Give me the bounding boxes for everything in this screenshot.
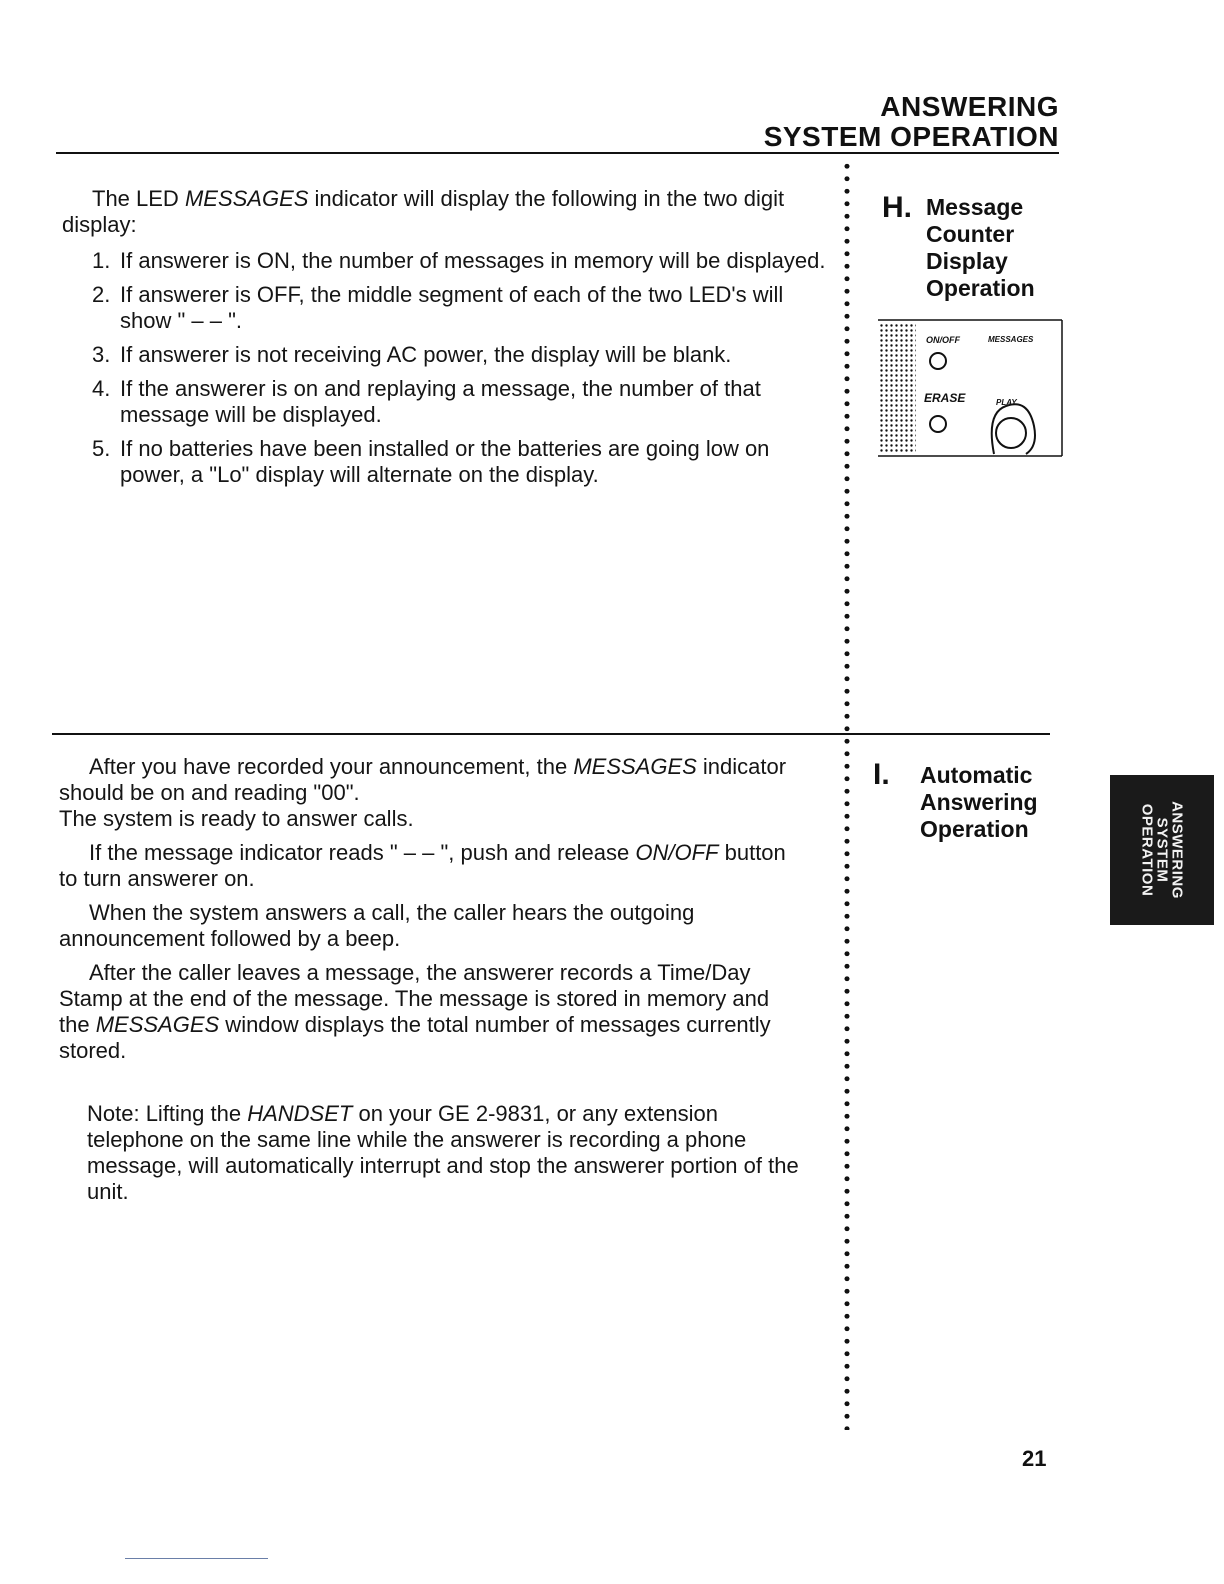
p4-text-2: window displays the total number of messages currently stored. — [59, 1012, 771, 1063]
onoff-button-icon — [930, 353, 946, 369]
section-h-title-line: Operation — [926, 275, 1035, 301]
intro-text-1: The LED — [92, 186, 185, 211]
control-panel-svg — [874, 318, 1064, 463]
p1-italic: MESSAGES — [573, 754, 697, 779]
list-item — [62, 282, 832, 334]
header-title-line1: ANSWERING — [880, 91, 1059, 122]
list-number: 4. — [92, 376, 111, 401]
section-i-note — [87, 1101, 812, 1205]
section-side-tab — [1110, 775, 1214, 925]
list-item — [62, 248, 832, 274]
p4-italic: MESSAGES — [95, 1012, 220, 1037]
intro-text-2: indicator will display the following in the two digit display: — [62, 186, 785, 237]
label-messages: MESSAGES — [988, 335, 1034, 344]
label-erase: ERASE — [924, 391, 966, 405]
note-text-1: Note: Lifting the — [87, 1101, 248, 1126]
section-i-title — [920, 762, 1038, 843]
section-divider-rule — [52, 733, 1050, 735]
list-item — [62, 436, 832, 488]
section-h-letter: H. — [882, 191, 912, 224]
list-number: 5. — [92, 436, 111, 461]
list-number: 1. — [92, 248, 111, 273]
list-number: 2. — [92, 282, 111, 307]
header-title-line2: SYSTEM OPERATION — [763, 121, 1059, 152]
p1-text-2: indicator should be on and reading "00". — [59, 754, 787, 805]
control-panel-diagram — [874, 318, 1064, 463]
p2-text-2: button to turn answerer on. — [59, 840, 786, 891]
section-i-title-line: Automatic — [920, 762, 1033, 788]
p1-text-1: After you have recorded your announcement, the — [89, 754, 574, 779]
list-text: If answerer is ON, the number of messages in memory will be displayed. — [120, 248, 826, 273]
play-button-outer-icon — [992, 404, 1035, 454]
section-i-paragraph-2 — [59, 840, 804, 892]
section-h-intro — [62, 186, 832, 238]
section-h-body — [62, 186, 832, 496]
section-h-title — [926, 194, 1035, 302]
intro-italic: MESSAGES — [184, 186, 309, 211]
list-text: If no batteries have been installed or the batteries are going low on power, a "Lo" display will alternate on the display. — [120, 436, 770, 487]
list-text: If the answerer is on and replaying a message, the number of that message will be displayed. — [120, 376, 761, 427]
section-i-paragraph-4 — [59, 960, 804, 1064]
side-tab-label — [1140, 801, 1185, 899]
section-i-heading — [873, 760, 890, 790]
p4-text-1: After the caller leaves a message, the answerer records a Time/Day Stamp at the end of the message. The message is stored in memory and the — [59, 960, 770, 1037]
section-h-list — [62, 248, 832, 488]
dotted-divider — [843, 160, 851, 1430]
note-italic: HANDSET — [247, 1101, 353, 1126]
section-i-paragraph-3: When the system answers a call, the caller hears the outgoing announcement followed by a beep. — [59, 900, 695, 951]
section-i-title-line: Answering — [920, 789, 1038, 815]
page-header-title — [764, 92, 1059, 152]
list-number: 3. — [92, 342, 111, 367]
side-tab-line: ANSWERING — [1168, 801, 1186, 899]
p2-italic: ON/OFF — [635, 840, 719, 865]
section-i-paragraph-1 — [59, 754, 804, 806]
note-text-2: on your GE 2-9831, or any extension telephone on the same line while the answerer is recording a phone message, will automatically interrupt and stop the answerer portion of the unit. — [87, 1101, 799, 1204]
label-play: PLAY — [996, 398, 1017, 407]
page-number: 21 — [1022, 1446, 1047, 1471]
play-button-icon — [996, 418, 1026, 448]
list-text: If answerer is not receiving AC power, the display will be blank. — [120, 342, 732, 367]
bottom-edge-line — [125, 1558, 268, 1559]
side-tab-line: SYSTEM — [1153, 817, 1171, 883]
section-h-title-line: Message — [926, 194, 1024, 220]
section-h-title-line: Display — [926, 248, 1008, 274]
list-item — [62, 342, 832, 368]
erase-button-icon — [930, 416, 946, 432]
header-rule — [56, 152, 1059, 154]
section-i-title-line: Operation — [920, 816, 1029, 842]
side-tab-line: OPERATION — [1138, 803, 1156, 897]
list-text: If answerer is OFF, the middle segment of each of the two LED's will show " – – ". — [120, 282, 784, 333]
p2-text-1: If the message indicator reads " – – ", push and release — [89, 840, 636, 865]
section-h-heading — [882, 193, 912, 223]
section-i-paragraph-1b: The system is ready to answer calls. — [59, 806, 414, 831]
label-onoff: ON/OFF — [926, 335, 960, 345]
speaker-grill — [878, 324, 916, 452]
section-h-title-line: Counter — [926, 221, 1015, 247]
section-i-body — [59, 754, 804, 1064]
list-item — [62, 376, 832, 428]
section-i-letter: I. — [873, 758, 890, 791]
